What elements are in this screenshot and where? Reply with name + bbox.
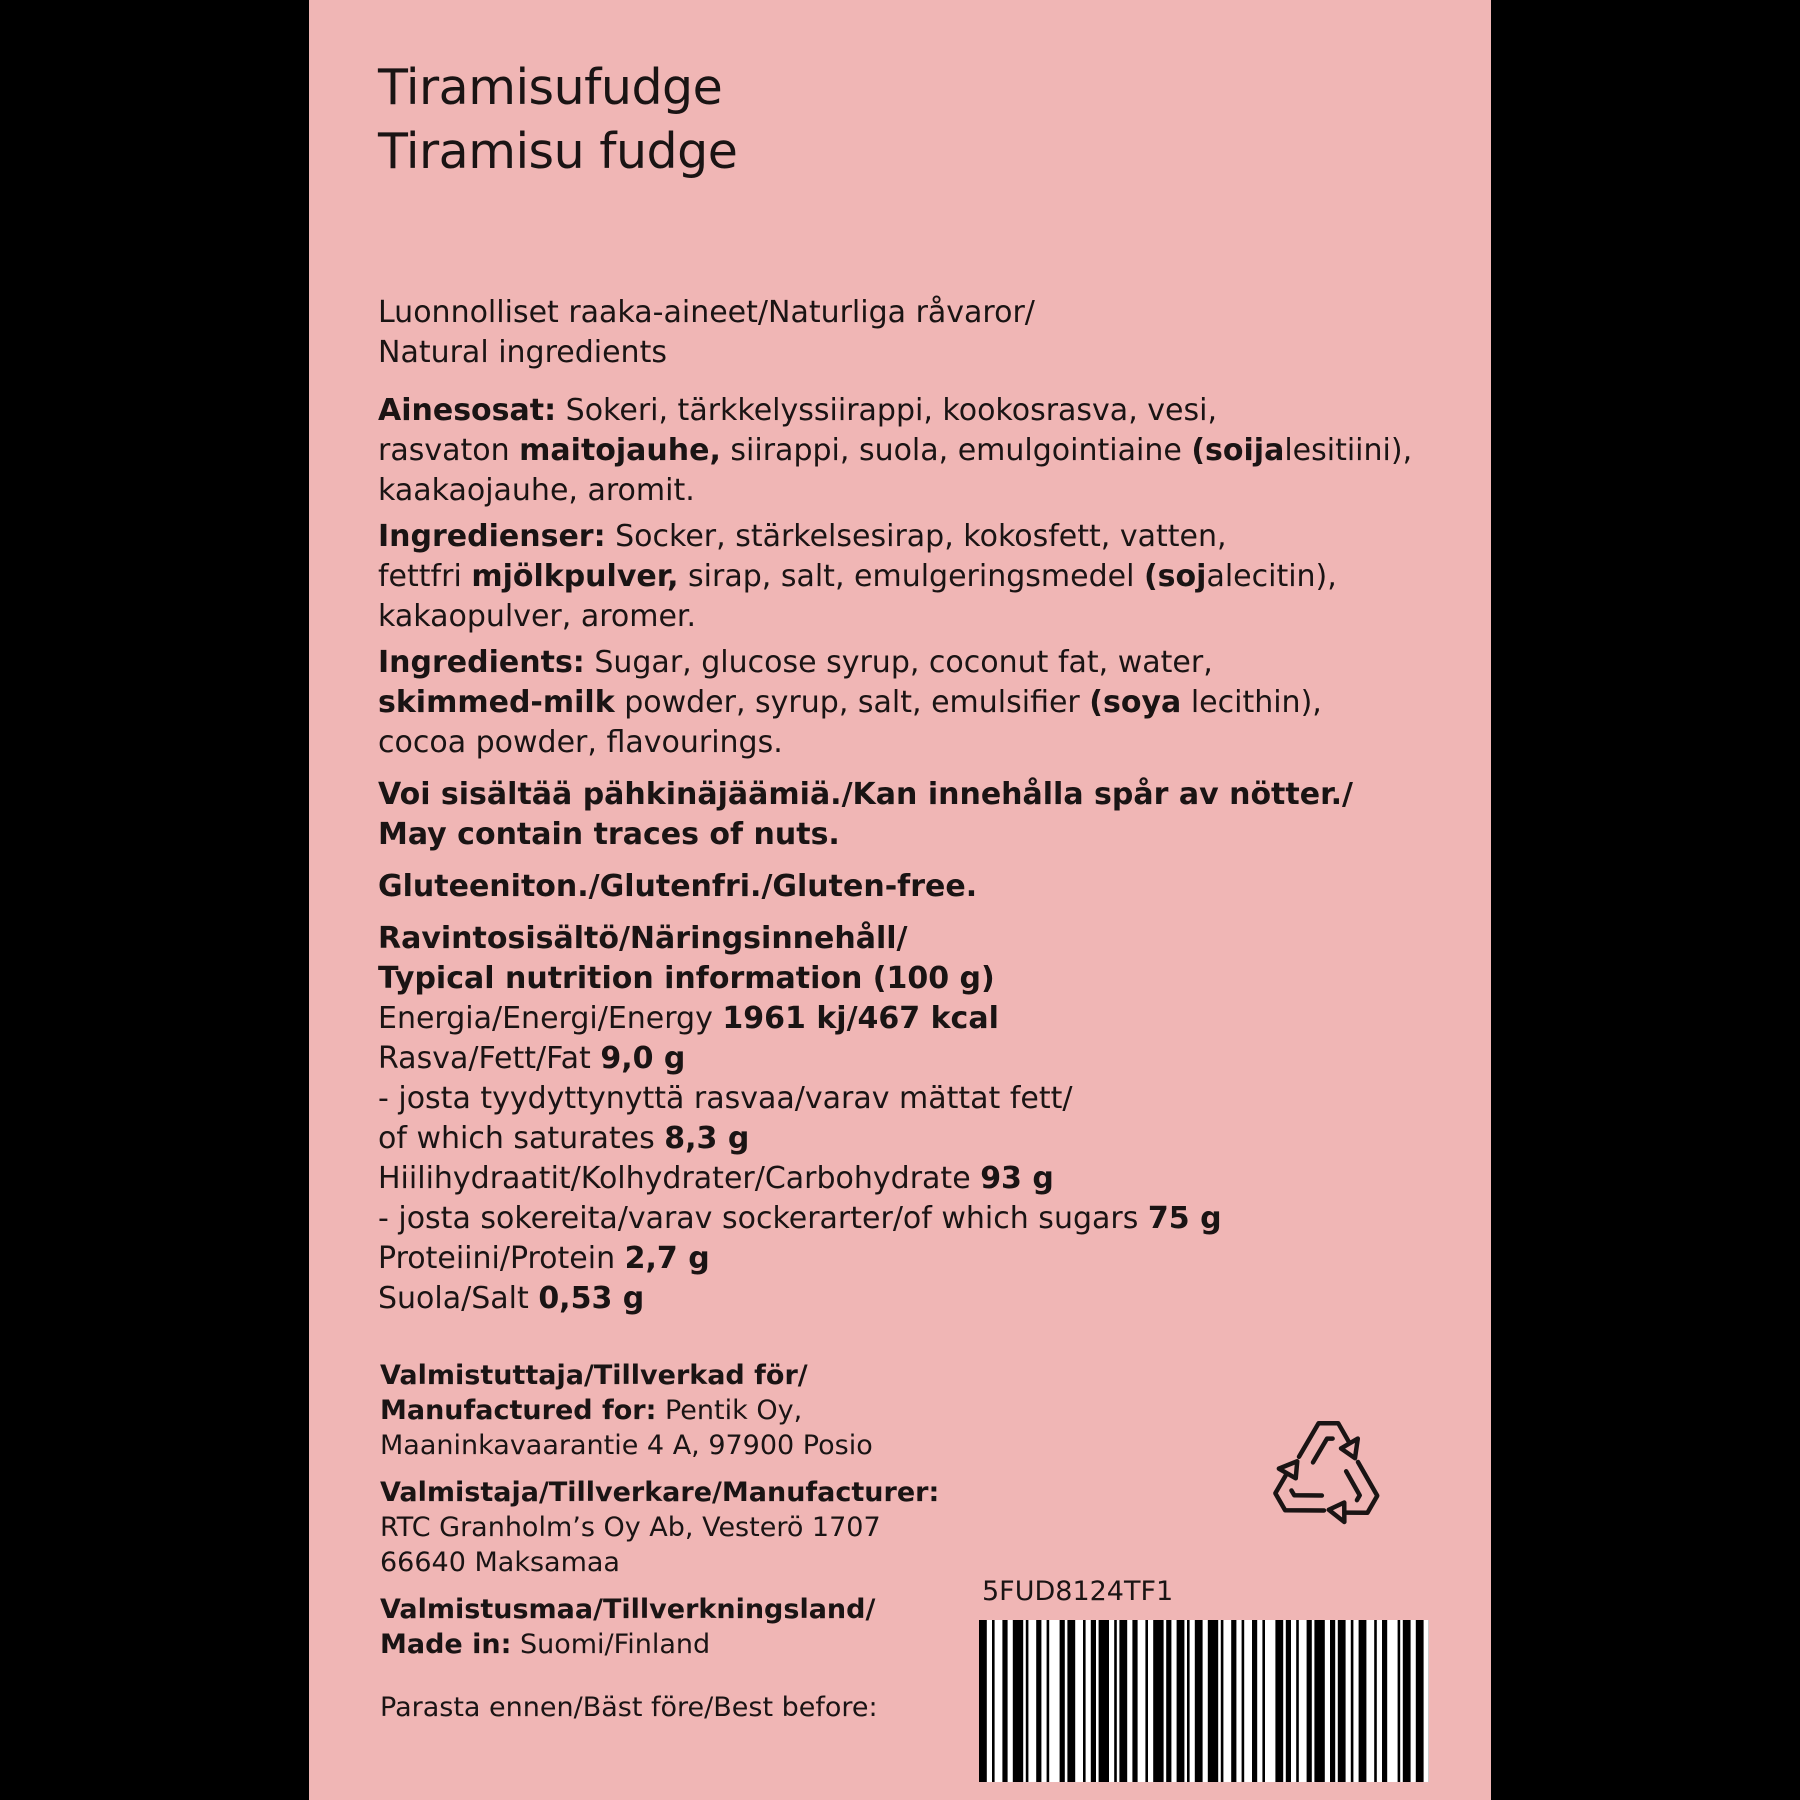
ingredients-sv-line-1 <box>378 517 1337 557</box>
manufacturer-heading: Valmistaja/Tillverkare/Manufacturer: <box>380 1477 940 1508</box>
nutrition-value: 2,7 g <box>624 1241 710 1276</box>
title-english: Tiramisu fudge <box>378 123 738 180</box>
barcode-bar <box>1119 1620 1127 1782</box>
nutrition-row-saturates-label: - josta tyydyttynyttä rasvaa/varav mättat fett/ <box>378 1081 1073 1116</box>
recycle-arrow <box>1324 1459 1387 1530</box>
barcode-bar <box>1067 1620 1075 1782</box>
ingredients-sv-label: Ingredienser: <box>378 519 606 554</box>
barcode-bar <box>1002 1620 1007 1782</box>
ingredients-swedish <box>378 517 1337 637</box>
barcode <box>979 1620 1429 1782</box>
best-before: Parasta ennen/Bäst före/Best before: <box>380 1692 878 1723</box>
ingredients-sv-line-2 <box>378 557 1337 597</box>
ingredients-en-label: Ingredients: <box>378 645 585 680</box>
barcode-bars <box>979 1620 1429 1782</box>
nutrition-heading: Ravintosisältö/Näringsinnehåll/ <box>378 921 908 956</box>
barcode-bar <box>979 1620 987 1782</box>
recycle-arrow <box>1266 1457 1329 1528</box>
ingredients-fi-line-1 <box>378 391 1412 431</box>
product-label <box>309 0 1491 1800</box>
ingredients-en-text: Sugar, glucose syrup, coconut fat, water, <box>584 645 1213 680</box>
nutrition-label: - josta sokereita/varav sockerarter/of which sugars <box>378 1201 1148 1236</box>
nutrition-heading: Typical nutrition information (100 g) <box>378 961 995 996</box>
nutrition-value: 1961 kj/467 kcal <box>722 1001 999 1036</box>
nutrition-information <box>378 919 1222 1319</box>
barcode-bar <box>1296 1620 1299 1782</box>
nutrition-row-salt <box>378 1279 1222 1319</box>
barcode-bar <box>1091 1620 1096 1782</box>
barcode-bar <box>1330 1620 1335 1782</box>
barcode-bar <box>1351 1620 1354 1782</box>
title-finnish: Tiramisufudge <box>378 59 723 116</box>
barcode-bar <box>1036 1620 1041 1782</box>
barcode-bar <box>992 1620 995 1782</box>
manufactured-for-line-2 <box>380 1393 873 1428</box>
nutrition-row-energy <box>378 999 1222 1039</box>
manufactured-for-company: Pentik Oy, <box>656 1395 803 1426</box>
ingredients-en-text: lecithin), <box>1181 685 1322 720</box>
nutrition-label: Proteiini/Protein <box>378 1241 625 1276</box>
barcode-bar <box>1242 1620 1245 1782</box>
nutrition-value: 8,3 g <box>664 1121 750 1156</box>
allergen-soy: (soj <box>1143 559 1207 594</box>
allergen-soy: (soija <box>1191 433 1285 468</box>
ingredients-en-line-3: cocoa powder, flavourings. <box>378 725 783 760</box>
barcode-bar <box>1231 1620 1236 1782</box>
ingredients-fi-label: Ainesosat: <box>378 393 557 428</box>
ingredients-fi-text: rasvaton <box>378 433 520 468</box>
nutrition-row-saturates <box>378 1119 1222 1159</box>
barcode-bar <box>1195 1620 1203 1782</box>
nutrition-label: Hiilihydraatit/Kolhydrater/Carbohydrate <box>378 1161 981 1196</box>
manufacturer-name: RTC Granholm’s Oy Ab, Vesterö 1707 <box>380 1512 881 1543</box>
barcode-bar <box>1153 1620 1163 1782</box>
barcode-bar <box>1314 1620 1324 1782</box>
barcode-bar <box>1114 1620 1117 1782</box>
nutrition-label: Rasva/Fett/Fat <box>378 1041 601 1076</box>
nutrition-row-fat <box>378 1039 1222 1079</box>
ingredients-english <box>378 643 1322 763</box>
ingredients-en-text: powder, syrup, salt, emulsifier <box>614 685 1090 720</box>
ingredients-fi-text: Sokeri, tärkkelyssiirappi, kookosrasva, vesi, <box>556 393 1217 428</box>
nutrition-row-protein <box>378 1239 1222 1279</box>
nutrition-row-carbohydrate <box>378 1159 1222 1199</box>
ingredients-en-line-1 <box>378 643 1322 683</box>
origin-country: Suomi/Finland <box>511 1629 711 1660</box>
gluten-free-note: Gluteeniton./Glutenfri./Gluten-free. <box>378 869 978 904</box>
origin-line-2 <box>380 1627 875 1662</box>
manufactured-for-address: Maaninkavaarantie 4 A, 97900 Posio <box>380 1430 873 1461</box>
barcode-bar <box>1187 1620 1190 1782</box>
nutrition-value: 9,0 g <box>600 1041 686 1076</box>
barcode-bar <box>1083 1620 1086 1782</box>
ingredients-sv-text: sirap, salt, emulgeringsmedel <box>678 559 1144 594</box>
nutrition-row-sugars <box>378 1199 1222 1239</box>
allergen-milk: skimmed-milk <box>378 685 615 720</box>
barcode-bar <box>1382 1620 1387 1782</box>
barcode-bar <box>1262 1620 1265 1782</box>
barcode-bar <box>1398 1620 1401 1782</box>
barcode-bar <box>1338 1620 1346 1782</box>
natural-line-1: Luonnolliset raaka-aineet/Naturliga råvaror/ <box>378 295 1035 330</box>
ingredients-fi-text: siirappi, suola, emulgointiaine <box>720 433 1192 468</box>
origin-label: Made in: <box>380 1629 512 1660</box>
barcode-bar <box>1132 1620 1137 1782</box>
ingredients-fi-text: lesitiini), <box>1284 433 1413 468</box>
barcode-bar <box>1177 1620 1185 1782</box>
barcode-bar <box>1403 1620 1411 1782</box>
product-title <box>378 56 737 184</box>
manufacturer-address: 66640 Maksamaa <box>380 1547 620 1578</box>
recycle-arrow <box>1299 1423 1358 1462</box>
nutrition-label: of which saturates <box>378 1121 665 1156</box>
allergen-milk: maitojauhe, <box>519 433 721 468</box>
barcode-bar <box>1252 1620 1257 1782</box>
ingredients-sv-line-3: kakaopulver, aromer. <box>378 599 697 634</box>
barcode-bar <box>1099 1620 1109 1782</box>
barcode-bar <box>1359 1620 1367 1782</box>
nutrition-value: 0,53 g <box>538 1281 645 1316</box>
barcode-bar <box>1060 1620 1065 1782</box>
nutrition-value: 93 g <box>980 1161 1054 1196</box>
barcode-bar <box>1047 1620 1050 1782</box>
allergen-milk: mjölkpulver, <box>471 559 679 594</box>
manufactured-for-heading: Valmistuttaja/Tillverkad för/ <box>380 1360 808 1391</box>
nutrition-label: Energia/Energi/Energy <box>378 1001 723 1036</box>
origin-heading: Valmistusmaa/Tillverkningsland/ <box>380 1594 876 1625</box>
barcode-bar <box>1208 1620 1218 1782</box>
ingredients-sv-text: fettfri <box>378 559 472 594</box>
nutrition-value: 75 g <box>1147 1201 1222 1236</box>
recycle-icon <box>1253 1398 1401 1538</box>
barcode-bar <box>1145 1620 1148 1782</box>
barcode-bar <box>1286 1620 1291 1782</box>
nut-warning <box>378 775 1353 855</box>
barcode-bar <box>1013 1620 1023 1782</box>
product-code: 5FUD8124TF1 <box>982 1576 1174 1607</box>
barcode-bar <box>1026 1620 1029 1782</box>
nutrition-label: Suola/Salt <box>378 1281 539 1316</box>
natural-ingredients <box>378 293 1035 373</box>
manufactured-for-label: Manufactured for: <box>380 1395 657 1426</box>
ingredients-fi-line-2 <box>378 431 1412 471</box>
barcode-bar <box>1416 1620 1424 1782</box>
natural-line-2: Natural ingredients <box>378 335 667 370</box>
ingredients-fi-line-3: kaakaojauhe, aromit. <box>378 473 695 508</box>
ingredients-en-line-2 <box>378 683 1322 723</box>
allergen-soy: (soya <box>1089 685 1182 720</box>
barcode-bar <box>1307 1620 1312 1782</box>
barcode-bar <box>1221 1620 1224 1782</box>
ingredients-sv-text: alecitin), <box>1206 559 1337 594</box>
barcode-bar <box>1374 1620 1377 1782</box>
manufacturer <box>380 1475 939 1580</box>
barcode-bar <box>1275 1620 1283 1782</box>
country-of-origin <box>380 1592 875 1662</box>
barcode-bar <box>1166 1620 1171 1782</box>
ingredients-sv-text: Socker, stärkelsesirap, kokosfett, vatten, <box>605 519 1227 554</box>
nut-warning-line-2: May contain traces of nuts. <box>378 817 840 852</box>
manufactured-for <box>380 1358 873 1463</box>
nut-warning-line-1: Voi sisältää pähkinäjäämiä./Kan innehålla spår av nötter./ <box>378 777 1353 812</box>
ingredients-finnish <box>378 391 1412 511</box>
